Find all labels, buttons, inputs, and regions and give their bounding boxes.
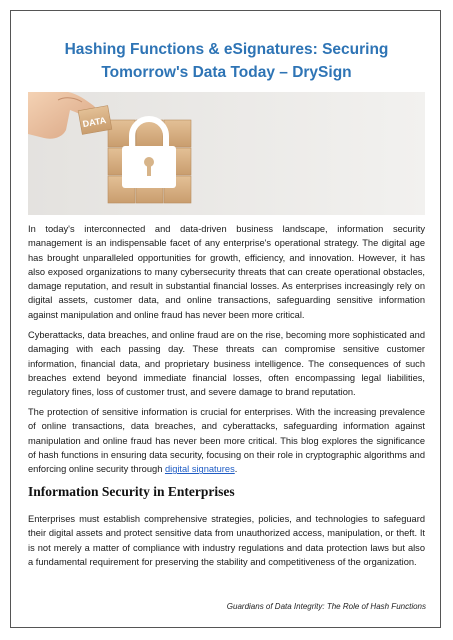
- section-heading: Information Security in Enterprises: [28, 484, 235, 499]
- paragraph-threats: Cyberattacks, data breaches, and online fraud are on the rise, becoming more sophisticated and damaging with each passing day. These threats can compromise sensitive customer information, financial data, and proprietary business intelligence. The consequences of such breaches extend beyond immediate financial losses, often encompassing legal liabilities, regulatory fines, loss of customer trust, and severe damage to brand reputation.: [28, 330, 425, 398]
- wooden-blocks-padlock-illustration: [28, 92, 425, 215]
- paragraph-enterprise-strategy: Enterprises must establish comprehensive strategies, policies, and technologies to safeguard their digital assets and protect sensitive data from unauthorized access, manipulation, or theft. It is not merely a matter of compliance with industry regulations and data protection laws but also a fundamental requirement for preserving the stability and competitiveness of the organization.: [28, 514, 425, 567]
- paragraph-intro: In today's interconnected and data-driven business landscape, information security management is an indispensable facet of any enterprise's operational strategy. The digital age has brought unparalleled opportunities for growth, efficiency, and innovation. However, it has also exposed organizations to many cybersecurity threats that can create operational obstacles, damage reputation, and result in substantial financial losses. As enterprises increasingly rely on digital assets, customer data, and online transactions, safeguarding sensitive information against manipulation and online fraud has never been more critical.: [28, 224, 425, 320]
- data-tag-label: DATA: [81, 115, 107, 130]
- digital-signatures-link[interactable]: digital signatures: [164, 464, 235, 475]
- hero-image: [28, 92, 425, 215]
- paragraph-protection-text: The protection of sensitive information is crucial for enterprises. With the increasing prevalence of online transactions, data breaches, and cyberattacks, safeguarding information against manipulation and online fraud has never been more critical. This blog explores the significance of hash functions in ensuring data security, focusing on their role in cryptographic algorithms and enforcing online security through: [28, 407, 425, 475]
- page-title: Hashing Functions & eSignatures: Securing Tomorrow's Data Today – DrySign: [64, 41, 389, 81]
- paragraph-protection: [28, 405, 425, 476]
- paragraph-protection-end: .: [234, 464, 238, 475]
- page-footer: Guardians of Data Integrity: The Role of Hash Functions: [226, 602, 426, 611]
